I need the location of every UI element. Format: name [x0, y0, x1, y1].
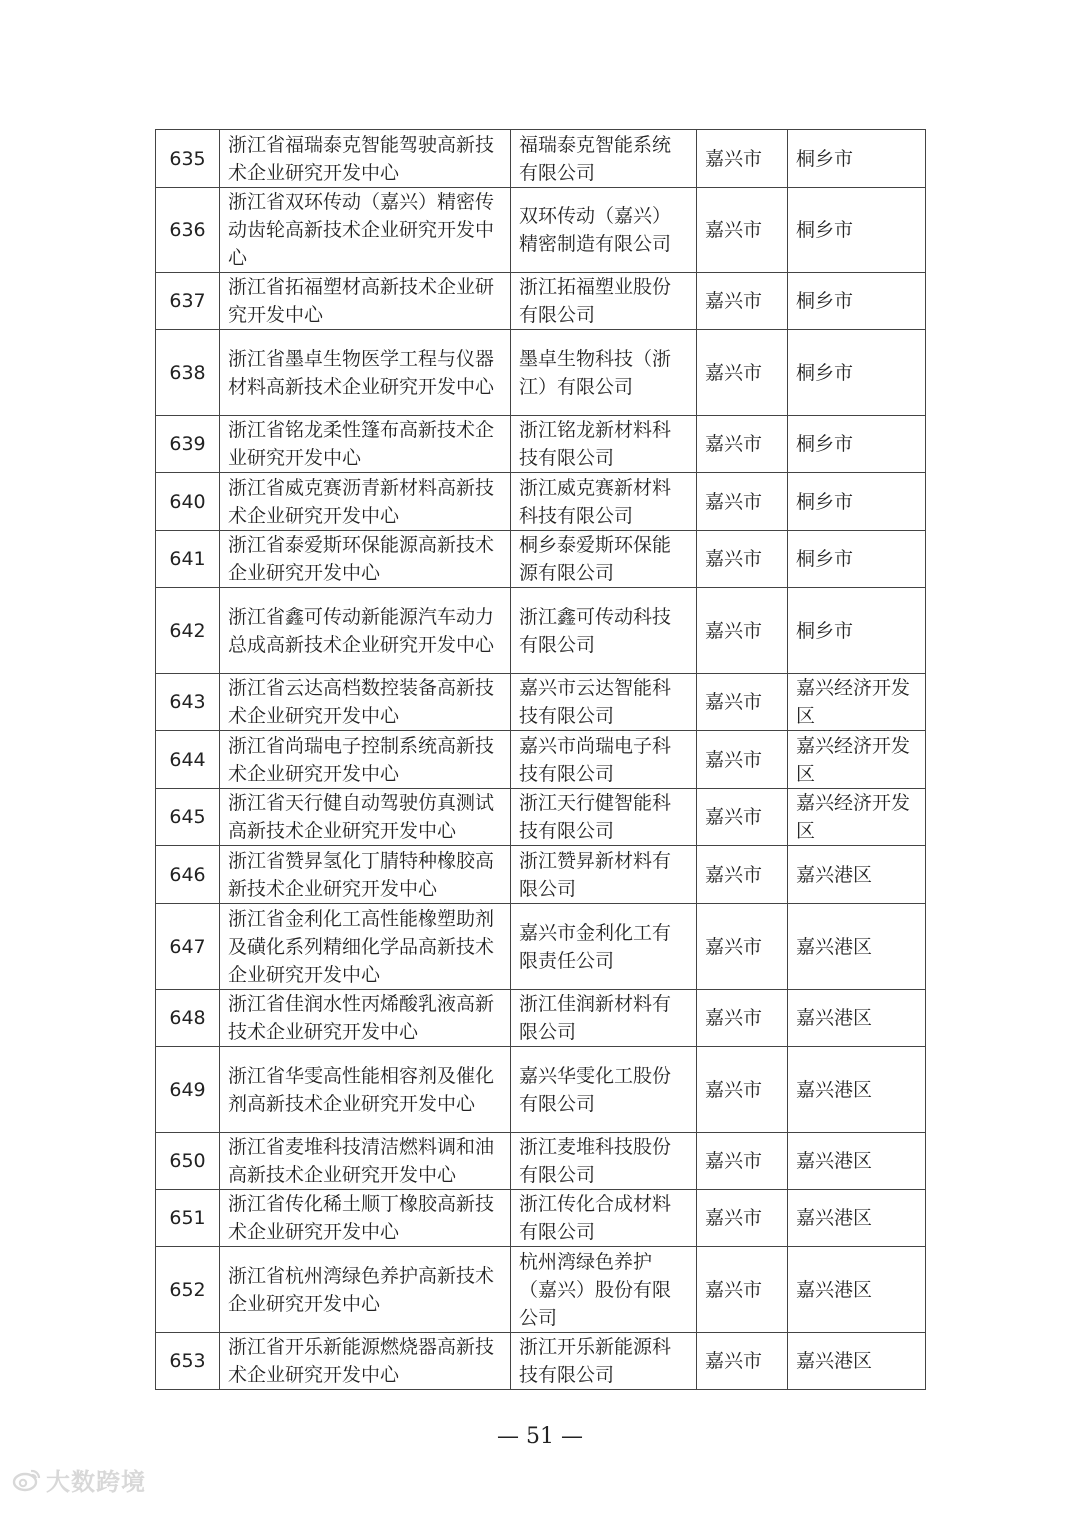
cell-company: 浙江威克赛新材料科技有限公司 [511, 473, 697, 531]
cell-city: 嘉兴市 [697, 188, 788, 273]
cell-center-name: 浙江省天行健自动驾驶仿真测试高新技术企业研究开发中心 [220, 789, 511, 846]
cell-number: 652 [156, 1247, 220, 1333]
cell-center-name: 浙江省赞昇氢化丁腈特种橡胶高新技术企业研究开发中心 [220, 846, 511, 904]
cell-district: 嘉兴港区 [788, 1190, 926, 1247]
cell-number: 647 [156, 904, 220, 990]
cell-district: 嘉兴经济开发区 [788, 789, 926, 846]
weibo-logo-icon [12, 1467, 42, 1493]
cell-center-name: 浙江省墨卓生物医学工程与仪器材料高新技术企业研究开发中心 [220, 330, 511, 416]
table-body [156, 130, 926, 1390]
watermark [12, 1462, 146, 1497]
cell-number: 644 [156, 731, 220, 789]
cell-district: 桐乡市 [788, 473, 926, 531]
page-number: — 51 — [497, 1424, 583, 1449]
table-row [156, 473, 926, 531]
cell-company: 嘉兴市尚瑞电子科技有限公司 [511, 731, 697, 789]
cell-district: 嘉兴经济开发区 [788, 731, 926, 789]
cell-center-name: 浙江省拓福塑材高新技术企业研究开发中心 [220, 273, 511, 330]
cell-company: 浙江鑫可传动科技有限公司 [511, 588, 697, 674]
cell-city: 嘉兴市 [697, 330, 788, 416]
cell-city: 嘉兴市 [697, 531, 788, 588]
cell-city: 嘉兴市 [697, 473, 788, 531]
cell-district: 嘉兴港区 [788, 1333, 926, 1390]
cell-company: 浙江拓福塑业股份有限公司 [511, 273, 697, 330]
table-row [156, 846, 926, 904]
cell-center-name: 浙江省威克赛沥青新材料高新技术企业研究开发中心 [220, 473, 511, 531]
cell-company: 浙江传化合成材料有限公司 [511, 1190, 697, 1247]
cell-center-name: 浙江省华雯高性能相容剂及催化剂高新技术企业研究开发中心 [220, 1047, 511, 1133]
cell-number: 635 [156, 130, 220, 188]
cell-district: 桐乡市 [788, 588, 926, 674]
table-row [156, 731, 926, 789]
cell-city: 嘉兴市 [697, 731, 788, 789]
table-row [156, 1333, 926, 1390]
cell-city: 嘉兴市 [697, 904, 788, 990]
cell-city: 嘉兴市 [697, 416, 788, 473]
cell-number: 649 [156, 1047, 220, 1133]
cell-company: 浙江铭龙新材料科技有限公司 [511, 416, 697, 473]
cell-center-name: 浙江省金利化工高性能橡塑助剂及磺化系列精细化学品高新技术企业研究开发中心 [220, 904, 511, 990]
cell-district: 嘉兴港区 [788, 990, 926, 1047]
cell-company: 杭州湾绿色养护（嘉兴）股份有限公司 [511, 1247, 697, 1333]
cell-district: 桐乡市 [788, 273, 926, 330]
cell-company: 浙江佳润新材料有限公司 [511, 990, 697, 1047]
table-row [156, 1190, 926, 1247]
table-row [156, 588, 926, 674]
table-row [156, 1047, 926, 1133]
cell-city: 嘉兴市 [697, 1247, 788, 1333]
cell-center-name: 浙江省尚瑞电子控制系统高新技术企业研究开发中心 [220, 731, 511, 789]
cell-center-name: 浙江省双环传动（嘉兴）精密传动齿轮高新技术企业研究开发中心 [220, 188, 511, 273]
table-row [156, 904, 926, 990]
cell-city: 嘉兴市 [697, 674, 788, 731]
cell-company: 浙江天行健智能科技有限公司 [511, 789, 697, 846]
cell-district: 嘉兴经济开发区 [788, 674, 926, 731]
cell-company: 浙江开乐新能源科技有限公司 [511, 1333, 697, 1390]
cell-company: 嘉兴市云达智能科技有限公司 [511, 674, 697, 731]
table-row [156, 273, 926, 330]
cell-city: 嘉兴市 [697, 990, 788, 1047]
cell-company: 浙江麦堆科技股份有限公司 [511, 1133, 697, 1190]
cell-center-name: 浙江省佳润水性丙烯酸乳液高新技术企业研究开发中心 [220, 990, 511, 1047]
table-row [156, 1133, 926, 1190]
cell-company: 嘉兴华雯化工股份有限公司 [511, 1047, 697, 1133]
cell-company: 浙江赞昇新材料有限公司 [511, 846, 697, 904]
table-row [156, 789, 926, 846]
cell-district: 嘉兴港区 [788, 846, 926, 904]
cell-city: 嘉兴市 [697, 130, 788, 188]
cell-district: 桐乡市 [788, 531, 926, 588]
cell-district: 嘉兴港区 [788, 904, 926, 990]
table-row [156, 990, 926, 1047]
table-row [156, 130, 926, 188]
cell-company: 嘉兴市金利化工有限责任公司 [511, 904, 697, 990]
cell-number: 643 [156, 674, 220, 731]
cell-center-name: 浙江省麦堆科技清洁燃料调和油高新技术企业研究开发中心 [220, 1133, 511, 1190]
cell-city: 嘉兴市 [697, 1133, 788, 1190]
cell-number: 646 [156, 846, 220, 904]
cell-center-name: 浙江省传化稀土顺丁橡胶高新技术企业研究开发中心 [220, 1190, 511, 1247]
cell-district: 嘉兴港区 [788, 1047, 926, 1133]
cell-district: 桐乡市 [788, 188, 926, 273]
cell-number: 636 [156, 188, 220, 273]
table-row [156, 330, 926, 416]
cell-city: 嘉兴市 [697, 1047, 788, 1133]
cell-company: 双环传动（嘉兴）精密制造有限公司 [511, 188, 697, 273]
cell-center-name: 浙江省福瑞泰克智能驾驶高新技术企业研究开发中心 [220, 130, 511, 188]
cell-number: 648 [156, 990, 220, 1047]
cell-city: 嘉兴市 [697, 1190, 788, 1247]
cell-city: 嘉兴市 [697, 273, 788, 330]
table-row [156, 1247, 926, 1333]
cell-number: 653 [156, 1333, 220, 1390]
cell-center-name: 浙江省开乐新能源燃烧器高新技术企业研究开发中心 [220, 1333, 511, 1390]
cell-district: 嘉兴港区 [788, 1247, 926, 1333]
cell-district: 桐乡市 [788, 130, 926, 188]
cell-number: 638 [156, 330, 220, 416]
cell-company: 福瑞泰克智能系统有限公司 [511, 130, 697, 188]
cell-company: 桐乡泰爱斯环保能源有限公司 [511, 531, 697, 588]
cell-center-name: 浙江省铭龙柔性篷布高新技术企业研究开发中心 [220, 416, 511, 473]
cell-city: 嘉兴市 [697, 588, 788, 674]
cell-company: 墨卓生物科技（浙江）有限公司 [511, 330, 697, 416]
cell-city: 嘉兴市 [697, 789, 788, 846]
watermark-text: 大数跨境 [46, 1468, 146, 1496]
cell-city: 嘉兴市 [697, 1333, 788, 1390]
cell-center-name: 浙江省泰爱斯环保能源高新技术企业研究开发中心 [220, 531, 511, 588]
cell-number: 645 [156, 789, 220, 846]
cell-center-name: 浙江省云达高档数控装备高新技术企业研究开发中心 [220, 674, 511, 731]
cell-district: 桐乡市 [788, 416, 926, 473]
cell-number: 642 [156, 588, 220, 674]
cell-number: 641 [156, 531, 220, 588]
cell-number: 637 [156, 273, 220, 330]
cell-number: 639 [156, 416, 220, 473]
cell-number: 650 [156, 1133, 220, 1190]
cell-center-name: 浙江省杭州湾绿色养护高新技术企业研究开发中心 [220, 1247, 511, 1333]
cell-center-name: 浙江省鑫可传动新能源汽车动力总成高新技术企业研究开发中心 [220, 588, 511, 674]
cell-number: 651 [156, 1190, 220, 1247]
cell-district: 桐乡市 [788, 330, 926, 416]
table-row [156, 416, 926, 473]
cell-number: 640 [156, 473, 220, 531]
cell-district: 嘉兴港区 [788, 1133, 926, 1190]
cell-city: 嘉兴市 [697, 846, 788, 904]
table-row [156, 188, 926, 273]
table-row [156, 674, 926, 731]
table-row [156, 531, 926, 588]
research-center-table [155, 129, 926, 1390]
